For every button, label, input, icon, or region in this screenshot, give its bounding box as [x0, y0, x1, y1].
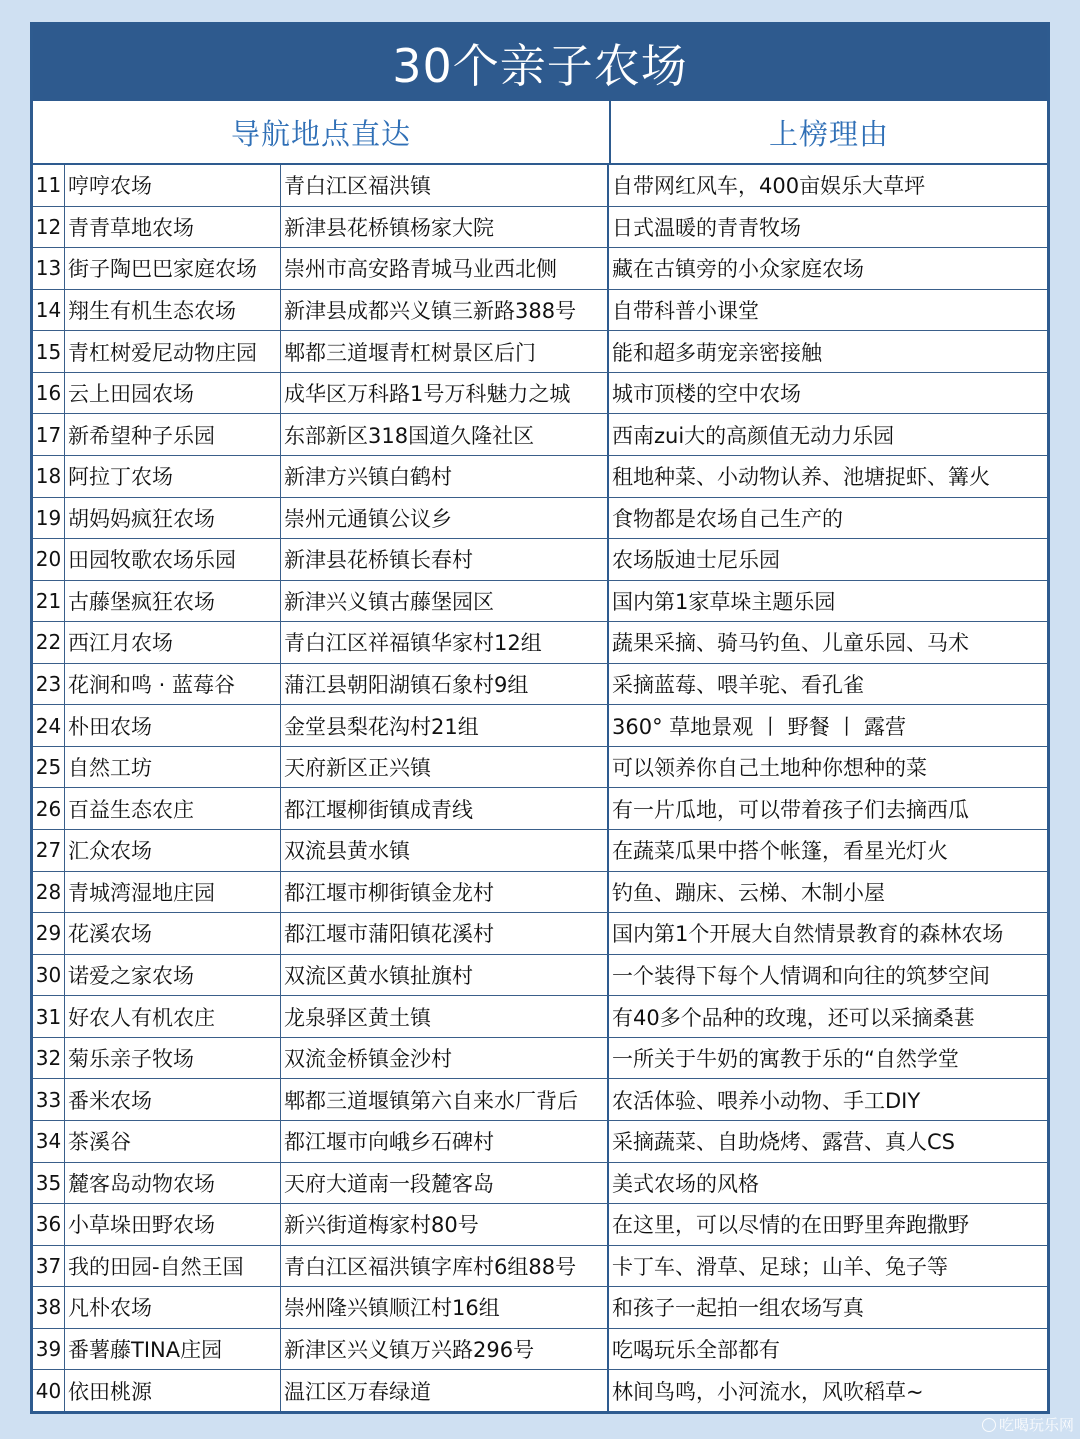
farm-reason: 国内第1家草垛主题乐园: [612, 589, 836, 614]
farm-address: 都江堰柳街镇成青线: [281, 788, 609, 829]
farm-reason: 采摘蓝莓、喂羊驼、看孔雀: [612, 673, 864, 698]
table-row: [33, 414, 1047, 456]
table-row: [33, 248, 1047, 290]
farm-name: 百益生态农庄: [65, 788, 281, 829]
farm-name: 番薯藤TINA庄园: [65, 1329, 281, 1370]
farm-reason: 农活体验、喂养小动物、手工DIY: [612, 1088, 921, 1113]
farm-reason: 日式温暖的青青牧场: [612, 215, 801, 240]
farm-name: 依田桃源: [65, 1370, 281, 1411]
farm-reason: 自带网红风车，400亩娱乐大草坪: [612, 174, 926, 199]
farm-reason: 一所关于牛奶的寓教于乐的“自然学堂: [612, 1047, 959, 1072]
row-number: 36: [33, 1204, 65, 1245]
farm-name: 西江月农场: [65, 622, 281, 663]
table-row: [33, 913, 1047, 955]
farm-address: 东部新区318国道久隆社区: [281, 414, 609, 455]
farm-reason: 采摘蔬菜、自助烧烤、露营、真人CS: [612, 1130, 955, 1155]
farm-reason: 可以领养你自己土地种你想种的菜: [612, 756, 927, 781]
farm-name: 街子陶巴巴家庭农场: [65, 248, 281, 289]
table-row: [33, 331, 1047, 373]
farm-name: 茶溪谷: [65, 1121, 281, 1162]
farm-reason: 在这里，可以尽情的在田野里奔跑撒野: [612, 1213, 969, 1238]
farm-reason: 在蔬菜瓜果中搭个帐篷，看星光灯火: [612, 839, 948, 864]
farm-name: 古藤堡疯狂农场: [65, 581, 281, 622]
header-reason: 上榜理由: [768, 116, 889, 151]
farm-name: 小草垛田野农场: [65, 1204, 281, 1245]
table-row: [33, 664, 1047, 706]
farm-reason: 食物都是农场自己生产的: [612, 506, 843, 531]
farm-reason: 租地种菜、小动物认养、池塘捉虾、篝火: [612, 465, 990, 490]
table-row: [33, 1163, 1047, 1205]
farm-name: 凡朴农场: [65, 1287, 281, 1328]
farm-reason: 钓鱼、蹦床、云梯、木制小屋: [612, 880, 885, 905]
farm-address: 天府新区正兴镇: [281, 747, 609, 788]
row-number: 23: [33, 664, 65, 705]
row-number: 21: [33, 581, 65, 622]
farm-name: 菊乐亲子牧场: [65, 1038, 281, 1079]
farm-address: 成华区万科路1号万科魅力之城: [281, 373, 609, 414]
farm-name: 番米农场: [65, 1079, 281, 1120]
row-number: 39: [33, 1329, 65, 1370]
farm-address: 双流县黄水镇: [281, 830, 609, 871]
farm-reason: 卡丁车、滑草、足球；山羊、兔子等: [612, 1254, 948, 1279]
farm-address: 新津区兴义镇万兴路296号: [281, 1329, 609, 1370]
farm-reason: 吃喝玩乐全部都有: [612, 1338, 780, 1363]
table-row: [33, 996, 1047, 1038]
table-row: [33, 705, 1047, 747]
row-number: 22: [33, 622, 65, 663]
row-number: 40: [33, 1370, 65, 1411]
farm-address: 青白江区福洪镇字库村6组88号: [281, 1246, 609, 1287]
farm-name: 新希望种子乐园: [65, 414, 281, 455]
farm-reason: 有40多个品种的玫瑰，还可以采摘桑葚: [612, 1005, 975, 1030]
farm-address: 郫都三道堰镇第六自来水厂背后: [281, 1079, 609, 1120]
table-row: [33, 1287, 1047, 1329]
page-title: 30个亲子农场: [33, 25, 1047, 101]
row-number: 17: [33, 414, 65, 455]
table-row: [33, 165, 1047, 207]
farm-name: 青城湾湿地庄园: [65, 872, 281, 913]
farm-address: 新兴街道梅家村80号: [281, 1204, 609, 1245]
farm-reason: 和孩子一起拍一组农场写真: [612, 1296, 864, 1321]
farm-address: 蒲江县朝阳湖镇石象村9组: [281, 664, 609, 705]
row-number: 13: [33, 248, 65, 289]
row-number: 29: [33, 913, 65, 954]
farm-reason: 城市顶楼的空中农场: [612, 382, 801, 407]
table-row: [33, 207, 1047, 249]
farm-address: 新津兴义镇古藤堡园区: [281, 581, 609, 622]
farm-address: 新津县成都兴义镇三新路388号: [281, 290, 609, 331]
row-number: 34: [33, 1121, 65, 1162]
farm-address: 青白江区祥福镇华家村12组: [281, 622, 609, 663]
farm-address: 郫都三道堰青杠树景区后门: [281, 331, 609, 372]
farm-reason: 美式农场的风格: [612, 1171, 759, 1196]
farm-address: 崇州市高安路青城马业西北侧: [281, 248, 609, 289]
farm-reason: 林间鸟鸣，小河流水，风吹稻草~: [612, 1379, 924, 1404]
row-number: 11: [33, 165, 65, 206]
table-row: [33, 622, 1047, 664]
farm-name: 自然工坊: [65, 747, 281, 788]
farm-reason: 国内第1个开展大自然情景教育的森林农场: [612, 922, 1004, 947]
table-row: [33, 788, 1047, 830]
farm-reason: 一个装得下每个人情调和向往的筑梦空间: [612, 963, 990, 988]
row-number: 37: [33, 1246, 65, 1287]
table-row: [33, 1204, 1047, 1246]
farm-name: 朴田农场: [65, 705, 281, 746]
farm-address: 崇州元通镇公议乡: [281, 498, 609, 539]
farm-name: 哼哼农场: [65, 165, 281, 206]
watermark: [982, 1414, 1074, 1435]
farm-address: 崇州隆兴镇顺江村16组: [281, 1287, 609, 1328]
row-number: 28: [33, 872, 65, 913]
farm-reason: 藏在古镇旁的小众家庭农场: [612, 257, 864, 282]
farm-address: 天府大道南一段麓客岛: [281, 1163, 609, 1204]
farm-address: 金堂县梨花沟村21组: [281, 705, 609, 746]
table-body: [33, 165, 1047, 1411]
farm-name: 青杠树爱尼动物庄园: [65, 331, 281, 372]
farm-address: 新津县花桥镇长春村: [281, 539, 609, 580]
farm-name: 翔生有机生态农场: [65, 290, 281, 331]
row-number: 14: [33, 290, 65, 331]
farm-name: 阿拉丁农场: [65, 456, 281, 497]
table-row: [33, 747, 1047, 789]
farm-reason: 自带科普小课堂: [612, 298, 759, 323]
table-row: [33, 539, 1047, 581]
row-number: 26: [33, 788, 65, 829]
row-number: 32: [33, 1038, 65, 1079]
table-row: [33, 456, 1047, 498]
farm-name: 田园牧歌农场乐园: [65, 539, 281, 580]
row-number: 24: [33, 705, 65, 746]
farm-name: 汇众农场: [65, 830, 281, 871]
farm-name: 花涧和鸣 · 蓝莓谷: [65, 664, 281, 705]
farm-address: 双流区黄水镇扯旗村: [281, 955, 609, 996]
table-header: [33, 101, 1047, 165]
table-row: [33, 1329, 1047, 1371]
table-row: [33, 1038, 1047, 1080]
farm-reason: 有一片瓜地，可以带着孩子们去摘西瓜: [612, 797, 969, 822]
farm-list-table: [30, 22, 1050, 1414]
table-row: [33, 373, 1047, 415]
table-row: [33, 1079, 1047, 1121]
farm-reason: 能和超多萌宠亲密接触: [612, 340, 822, 365]
row-number: 20: [33, 539, 65, 580]
table-row: [33, 290, 1047, 332]
row-number: 12: [33, 207, 65, 248]
row-number: 30: [33, 955, 65, 996]
farm-name: 好农人有机农庄: [65, 996, 281, 1037]
farm-reason: 蔬果采摘、骑马钓鱼、儿童乐园、马术: [612, 631, 969, 656]
table-row: [33, 498, 1047, 540]
row-number: 27: [33, 830, 65, 871]
farm-name: 我的田园-自然王国: [65, 1246, 281, 1287]
farm-address: 青白江区福洪镇: [281, 165, 609, 206]
row-number: 15: [33, 331, 65, 372]
farm-reason: 农场版迪士尼乐园: [612, 548, 780, 573]
farm-address: 龙泉驿区黄土镇: [281, 996, 609, 1037]
table-row: [33, 581, 1047, 623]
row-number: 19: [33, 498, 65, 539]
farm-address: 温江区万春绿道: [281, 1370, 609, 1411]
farm-name: 花溪农场: [65, 913, 281, 954]
farm-name: 麓客岛动物农场: [65, 1163, 281, 1204]
table-row: [33, 1246, 1047, 1288]
row-number: 38: [33, 1287, 65, 1328]
row-number: 16: [33, 373, 65, 414]
row-number: 18: [33, 456, 65, 497]
table-row: [33, 872, 1047, 914]
farm-address: 都江堰市柳街镇金龙村: [281, 872, 609, 913]
table-row: [33, 1121, 1047, 1163]
farm-name: 云上田园农场: [65, 373, 281, 414]
farm-name: 诺爱之家农场: [65, 955, 281, 996]
farm-address: 新津方兴镇白鹤村: [281, 456, 609, 497]
farm-address: 新津县花桥镇杨家大院: [281, 207, 609, 248]
farm-name: 青青草地农场: [65, 207, 281, 248]
watermark-logo-icon: [982, 1418, 996, 1432]
farm-reason: 西南zui大的高颜值无动力乐园: [612, 423, 895, 448]
farm-address: 双流金桥镇金沙村: [281, 1038, 609, 1079]
row-number: 25: [33, 747, 65, 788]
farm-reason: 360° 草地景观 丨 野餐 丨 露营: [612, 714, 906, 739]
table-row: [33, 1370, 1047, 1411]
row-number: 31: [33, 996, 65, 1037]
farm-address: 都江堰市蒲阳镇花溪村: [281, 913, 609, 954]
table-row: [33, 955, 1047, 997]
header-location: 导航地点直达: [33, 101, 611, 163]
farm-name: 胡妈妈疯狂农场: [65, 498, 281, 539]
watermark-text: 吃喝玩乐网: [998, 1416, 1074, 1434]
row-number: 33: [33, 1079, 65, 1120]
row-number: 35: [33, 1163, 65, 1204]
table-row: [33, 830, 1047, 872]
farm-address: 都江堰市向峨乡石碑村: [281, 1121, 609, 1162]
